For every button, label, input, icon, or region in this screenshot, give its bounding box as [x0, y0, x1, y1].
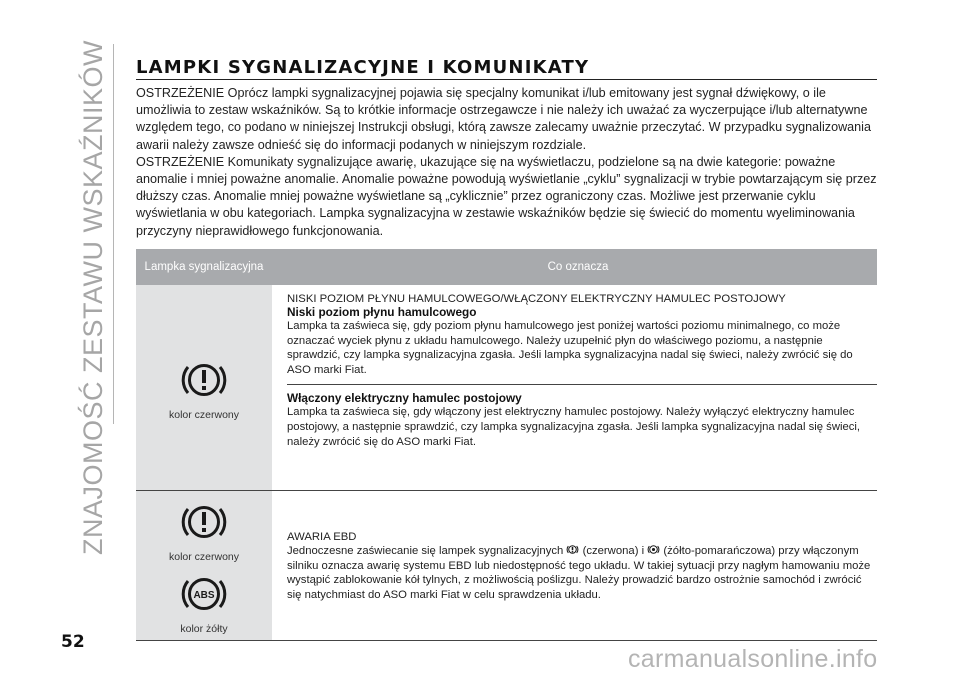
lamp-color-label: kolor czerwony	[168, 550, 240, 563]
abs-icon	[179, 569, 229, 619]
watermark-text: carmanualsonline.info	[628, 645, 878, 673]
lamp-color-label: kolor czerwony	[168, 408, 240, 421]
abs-icon	[647, 543, 660, 556]
warning-lights-table	[136, 249, 877, 641]
heading-divider	[136, 79, 877, 80]
side-section-title	[72, 40, 114, 555]
page-heading: LAMPKI SYGNALIZACYJNE I KOMUNIKATY	[136, 57, 590, 78]
caps-title: NISKI POZIOM PŁYNU HAMULCOWEGO/WŁĄCZONY ELEKTRYCZNY HAMULEC POSTOJOWY	[287, 293, 786, 305]
subsection-divider	[287, 384, 877, 385]
table-row	[136, 285, 877, 491]
ebd-text-part-3: (żółto-pomarańczowa) przy włączonym silniku oznacza awarię systemu EBD lub niedostępność tego układu. W takiej sytuacji przy nagłym hamowaniu może wystąpić zablokowanie kół tylnych, z możliwością poślizgu. Należy prowadzić bardzo ostrożnie samochód i zwrócić się natychmiast do ASO marki Fiat w celu sprawdzenia układu.	[287, 545, 871, 601]
ebd-text-part-2: (czerwona) i	[582, 545, 645, 557]
warning-paragraph-2: OSTRZEŻENIE Komunikaty sygnalizujące awarię, ukazujące się na wyświetlaczu, podzielone są na dwie kategorie: poważne anomalie i mniej poważne anomalie. Anomalie poważne powodują wyświetlanie „cyklu” sygnalizacji w trybie powtarzającym się przez dłuższy czas. Anomalie mniej poważne wyświetlane są „cyklicznie” przez ograniczony czas. Możliwe jest przerwanie cyklu wyświetlania w obu kategoriach. Lampka sygnalizacyjna w zestawie wskaźników będzie się świecić do momentu wyeliminowania przyczyny nieprawidłowego funkcjonowania.	[136, 154, 877, 238]
brake-warning-icon	[179, 355, 229, 405]
brake-warning-icon	[179, 497, 229, 547]
subsection-text: Lampka ta zaświeca się, gdy poziom płynu hamulcowego jest poniżej wartości poziomu minimalnego, co może oznaczać wyciek płynu z układu hamulcowego. Należy uzupełnić płyn do właściwego poziomu, a następnie sprawdzić, czy lampka sygnalizacyjna zgasła. Jeśli lampka sygnalizacyjna nadal się świeci, należy zwrócić się do ASO marki Fiat.	[287, 320, 853, 376]
side-title-text: ZNAJOMOŚĆ ZESTAWU WSKAŹNIKÓW	[77, 40, 108, 555]
lamp-cell	[136, 285, 272, 490]
subsection-text: Lampka ta zaświeca się, gdy włączony jest elektryczny hamulec postojowy. Należy wyłączyć elektryczny hamulec postojowy, a następnie sprawdzić, czy lampka sygnalizacyjna zgasła. Jeśli lampka sygnalizacyjna nadal się świeci, należy zwrócić się do ASO marki Fiat.	[287, 406, 861, 448]
table-row	[136, 491, 877, 641]
brake-warning-icon	[566, 543, 579, 556]
intro-text	[136, 85, 877, 240]
subsection-title: Włączony elektryczny hamulec postojowy	[287, 391, 522, 406]
header-meaning: Co oznacza	[547, 261, 609, 273]
ebd-text-part-1: Jednoczesne zaświecanie się lampek sygnalizacyjnych	[287, 545, 564, 557]
abs-icon-text: ABS	[193, 589, 215, 601]
table-header	[136, 249, 877, 285]
subsection-text	[287, 543, 877, 602]
header-lamp: Lampka sygnalizacyjna	[144, 261, 264, 273]
subsection-title: Niski poziom płynu hamulcowego	[287, 305, 477, 319]
lamp-cell	[136, 491, 272, 640]
page-number: 52	[61, 632, 85, 652]
meaning-cell	[272, 285, 877, 490]
meaning-cell	[272, 491, 877, 640]
caps-title: AWARIA EBD	[287, 531, 357, 543]
warning-paragraph-1: OSTRZEŻENIE Oprócz lampki sygnalizacyjnej pojawia się specjalny komunikat i/lub emitowany jest sygnał dźwiękowy, o ile umożliwia to zestaw wskaźników. Są to krótkie informacje ostrzegawcze i nie należy ich uważać za wyczerpujące i/lub alternatywne względem tego, co podano w niniejszej Instrukcji obsługi, którą zawsze zalecamy uważnie przeczytać. W przypadku sygnalizowania awarii należy zawsze odnieść się do informacji podanych w niniejszym rozdziale.	[136, 86, 871, 152]
side-divider	[113, 44, 114, 424]
lamp-color-label: kolor żółty	[180, 622, 228, 635]
